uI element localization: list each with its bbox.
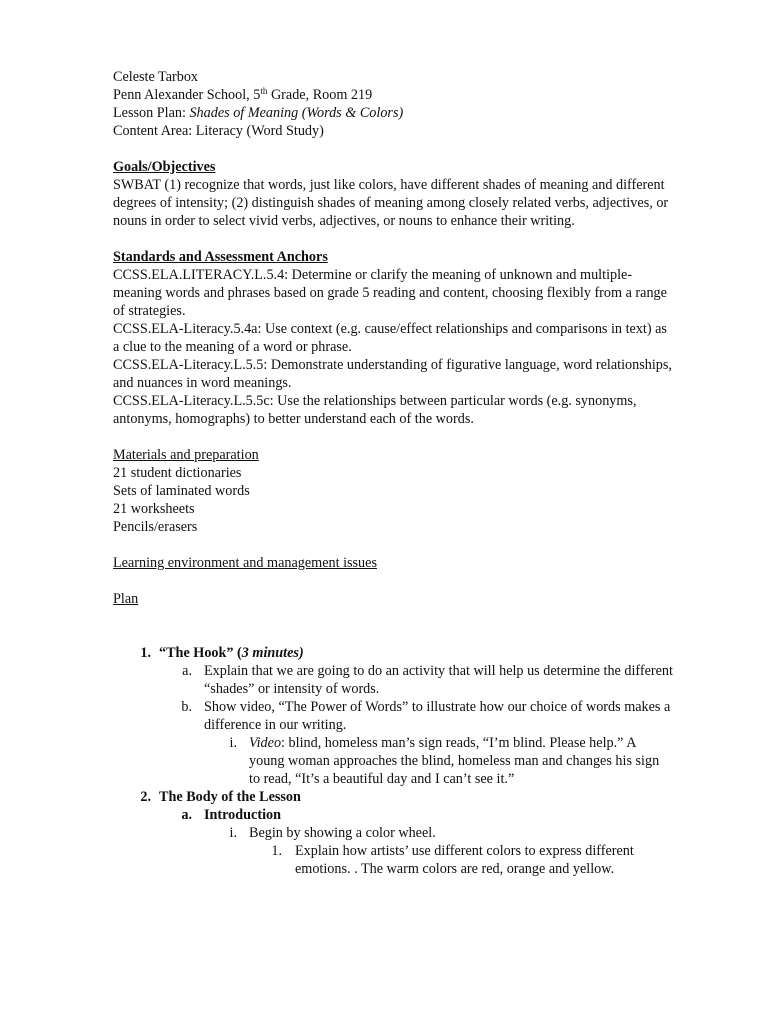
school-prefix: Penn Alexander School, 5 [113,87,261,103]
list-letter: a. [181,807,192,823]
material-item: 21 worksheets [113,501,195,517]
plan-subsubitem [113,824,673,842]
hook-title: “The Hook” ( [159,645,242,661]
standards-list [113,266,673,428]
lesson-title: Shades of Meaning (Words & Colors) [189,105,404,121]
lesson-plan-prefix: Lesson Plan: [113,105,190,121]
plan-step [113,842,673,878]
plan-subitem [113,806,673,824]
materials-list [113,464,673,536]
plan-item-body [113,788,673,806]
body-title: The Body of the Lesson [159,789,301,805]
plan-list [113,644,673,878]
plan-heading: Plan [113,591,139,607]
plan-subitem [113,662,673,698]
standard-item: CCSS.ELA-Literacy.L.5.5: Demonstrate understanding of figurative language, word relationships, and nuances in word meanings. [113,357,672,391]
school-suffix: Grade, Room 219 [267,87,373,103]
list-number: 1. [271,843,282,859]
environment-heading: Learning environment and management issues [113,555,377,571]
goals-text: SWBAT (1) recognize that words, just like colors, have different shades of meaning and different degrees of intensity; (2) distinguish shades of meaning among closely related verbs, adjectives, or nouns in order to select vivid verbs, adjectives, or nouns to enhance their writing. [113,177,669,229]
standard-item: CCSS.ELA.LITERACY.L.5.4: Determine or clarify the meaning of unknown and multiple-meaning words and phrases based on grade 5 reading and content, choosing flexibly from a range of strategies. [113,267,667,319]
author-name: Celeste Tarbox [113,69,199,85]
grade-superscript: th [260,86,268,96]
school-line [113,86,673,104]
plan-subsubitem-text: Begin by showing a color wheel. [249,825,436,841]
goals-heading: Goals/Objectives [113,159,216,175]
lesson-plan-line [113,104,673,122]
material-item: Sets of laminated words [113,483,250,499]
content-area-line: Content Area: Literacy (Word Study) [113,123,324,139]
plan-subsubitem [113,734,673,788]
document-page [113,68,673,878]
list-letter: b. [181,699,192,715]
video-description: : blind, homeless man’s sign reads, “I’m blind. Please help.” A young woman approaches the blind, homeless man and changes his sign to read, “It’s a beautiful day and I can’t see it.” [249,735,660,787]
list-roman: i. [229,825,237,841]
plan-subitem-text: Show video, “The Power of Words” to illustrate how our choice of words makes a difference in our writing. [204,699,671,733]
introduction-title: Introduction [204,807,281,823]
video-label: Video [249,735,282,751]
materials-heading: Materials and preparation [113,447,259,463]
list-letter: a. [182,663,192,679]
material-item: Pencils/erasers [113,519,198,535]
list-number: 1. [140,645,151,661]
plan-item-hook [113,644,673,662]
list-roman: i. [229,735,237,751]
standards-heading: Standards and Assessment Anchors [113,249,328,265]
material-item: 21 student dictionaries [113,465,242,481]
hook-time: 3 minutes) [241,645,304,661]
plan-step-text: Explain how artists’ use different colors to express different emotions. . The warm colors are red, orange and yellow. [295,843,634,877]
list-number: 2. [140,789,151,805]
standard-item: CCSS.ELA-Literacy.5.4a: Use context (e.g. cause/effect relationships and comparisons in text) as a clue to the meaning of a word or phrase. [113,321,667,355]
plan-subitem [113,698,673,734]
plan-subitem-text: Explain that we are going to do an activity that will help us determine the different “shades” or intensity of words. [204,663,673,697]
standard-item: CCSS.ELA-Literacy.L.5.5c: Use the relationships between particular words (e.g. synonyms, antonyms, homographs) to better understand each of the words. [113,393,637,427]
